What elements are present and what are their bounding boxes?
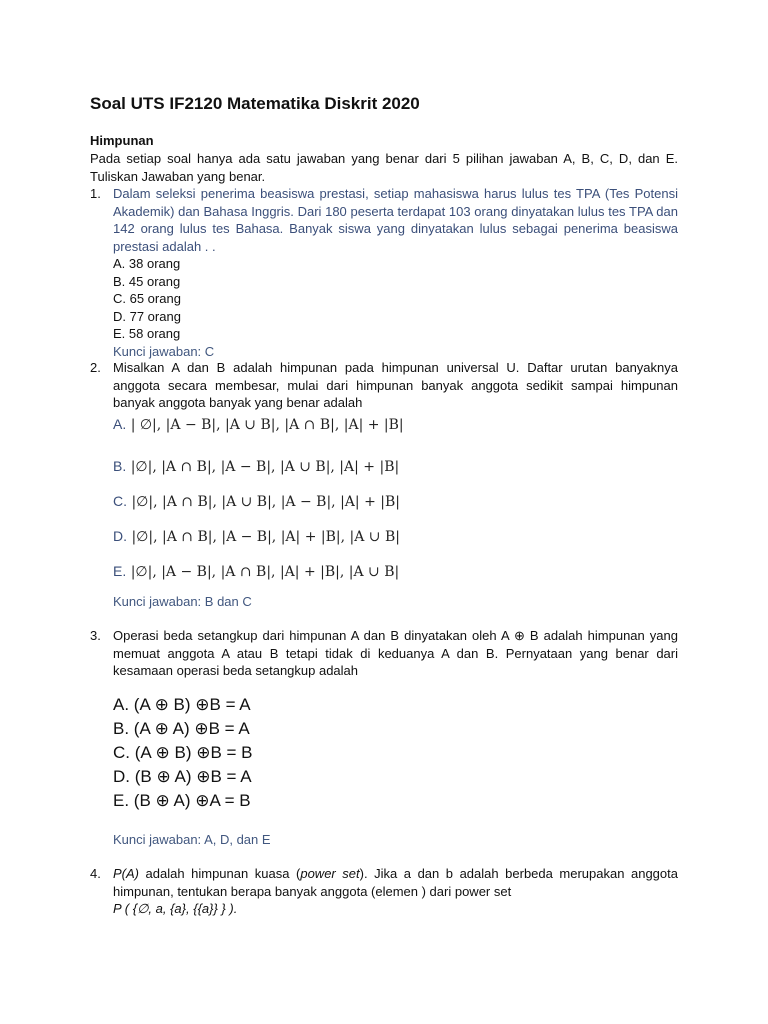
question-number: 4. xyxy=(90,866,101,881)
question-text: Misalkan A dan B adalah himpunan pada himpunan universal U. Daftar urutan banyaknya anggota secara membesar, mulai dari himpunan banyak anggota sedikit sampai himpunan banyak anggota banyak yang benar adalah xyxy=(113,360,678,410)
option-letter: A. xyxy=(113,416,127,432)
power-set-expression: P ( {∅, a, {a}, {{a}} } ). xyxy=(113,901,238,916)
question-number: 1. xyxy=(90,186,101,201)
option-c: C. 65 orang xyxy=(113,291,181,306)
question-3 xyxy=(90,627,678,680)
document-title: Soal UTS IF2120 Matematika Diskrit 2020 xyxy=(90,94,420,113)
option-e: E. (B ⊕ A) ⊕A = B xyxy=(113,791,251,810)
instructions: Pada setiap soal hanya ada satu jawaban yang benar dari 5 pilihan jawaban A, B, C, D, dan E. Tuliskan Jawaban yang benar. xyxy=(90,151,678,184)
option-letter: C. xyxy=(113,493,127,509)
section-heading: Himpunan xyxy=(90,133,154,148)
option-expression: |∅|, |A ∩ B|, |A − B|, |A ∪ B|, |A| + |B| xyxy=(130,459,400,475)
option-d: D. 77 orang xyxy=(113,308,181,324)
power-set-term: power set xyxy=(300,866,360,881)
answer-key: Kunci jawaban: C xyxy=(113,343,215,359)
option-letter: B. xyxy=(113,458,127,474)
option-letter: D. xyxy=(113,528,127,544)
option-expression: |∅|, |A ∩ B|, |A − B|, |A| + |B|, |A ∪ B| xyxy=(131,529,400,545)
question-text: Dalam seleksi penerima beasiswa prestasi, setiap mahasiswa harus lulus tes TPA (Tes Potensi Akademik) dan Bahasa Inggris. Dari 180 peserta terdapat 103 orang dinyatakan lulus tes TPA dan 142 orang lulus tes Bahasa. Banyak siswa yang dinyatakan lulus sebagai penerima beasiswa prestasi adalah . . xyxy=(113,186,678,254)
option-b: B. (A ⊕ A) ⊕B = A xyxy=(113,719,250,738)
question-text: Operasi beda setangkup dari himpunan A dan B dinyatakan oleh A ⊕ B adalah himpunan yang memuat anggota A atau B tetapi tidak di keduanya A dan B. Pernyataan yang benar dari kesamaan operasi beda setangkup adalah xyxy=(113,628,678,678)
question-text-part: adalah himpunan kuasa ( xyxy=(139,866,301,881)
question-text-part: ). Jika a dan b adalah berbeda merupakan anggota himpunan, tentukan berapa banyak anggota (elemen ) dari power set xyxy=(113,866,678,899)
option-expression: |∅|, |A − B|, |A ∩ B|, |A| + |B|, |A ∪ B| xyxy=(130,564,400,580)
option-e xyxy=(113,563,399,580)
option-a xyxy=(113,416,404,433)
option-expression: |∅|, |A ∩ B|, |A ∪ B|, |A − B|, |A| + |B| xyxy=(131,494,400,510)
question-2 xyxy=(90,359,678,412)
option-c xyxy=(113,493,400,510)
option-letter: E. xyxy=(113,563,127,579)
option-c: C. (A ⊕ B) ⊕B = B xyxy=(113,743,253,762)
question-text xyxy=(113,865,678,900)
option-e: E. 58 orang xyxy=(113,326,181,341)
option-d xyxy=(113,528,400,545)
question-number: 2. xyxy=(90,360,101,375)
question-number: 3. xyxy=(90,628,101,643)
option-b xyxy=(113,458,399,475)
option-a: A. (A ⊕ B) ⊕B = A xyxy=(113,695,251,714)
answer-key: Kunci jawaban: A, D, dan E xyxy=(113,832,271,847)
answer-key: Kunci jawaban: B dan C xyxy=(113,594,252,609)
option-expression: | ∅|, |A − B|, |A ∪ B|, |A ∩ B|, |A| + |B| xyxy=(130,417,404,433)
option-d: D. (B ⊕ A) ⊕B = A xyxy=(113,767,252,786)
question-1 xyxy=(90,185,678,360)
question-4 xyxy=(90,865,678,918)
option-a: A. 38 orang xyxy=(113,256,181,271)
option-b: B. 45 orang xyxy=(113,273,181,289)
power-set-notation: P(A) xyxy=(113,866,139,881)
